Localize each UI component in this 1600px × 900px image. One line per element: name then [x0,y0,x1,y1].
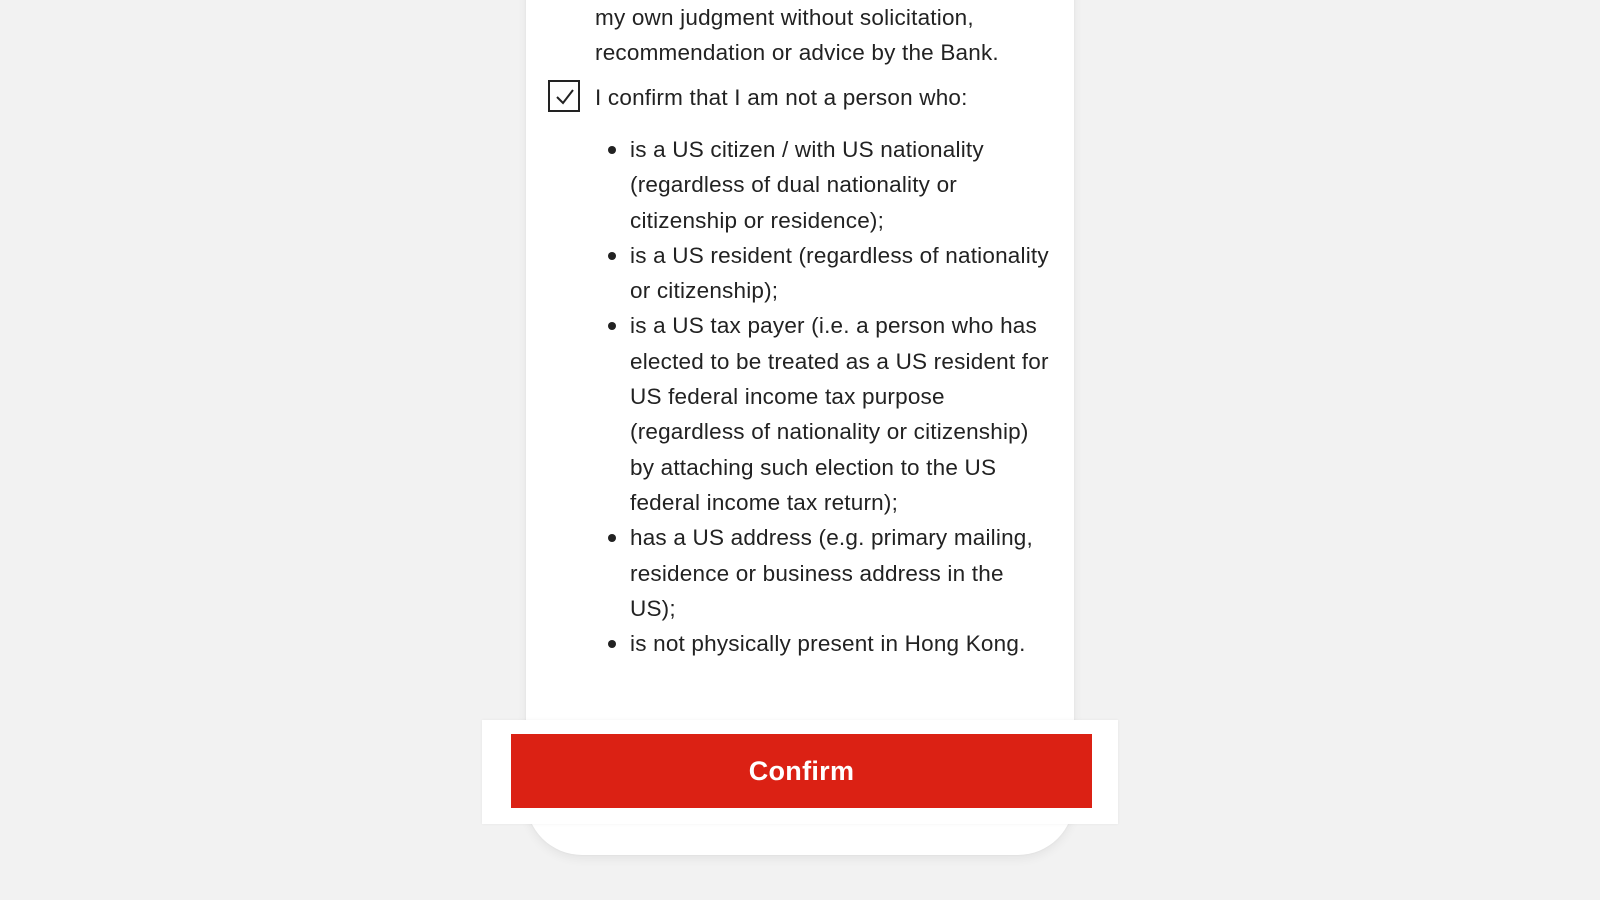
declaration-list [526,132,1074,661]
bullet-icon [608,640,616,648]
bullet-icon [608,534,616,542]
bullet-icon [608,322,616,330]
confirm-declaration-row[interactable] [548,80,1058,116]
list-item [526,626,1050,661]
confirm-button[interactable]: Confirm [511,734,1092,808]
list-item [526,238,1050,309]
list-item [526,308,1050,520]
list-item [526,520,1050,626]
bullet-icon [608,146,616,154]
confirm-label: I confirm that I am not a person who: [595,85,968,110]
list-item-text: is a US resident (regardless of nationality or citizenship); [630,242,1049,304]
checkmark-icon [555,87,575,107]
list-item-text: has a US address (e.g. primary mailing, residence or business address in the US); [630,525,1033,621]
confirm-button-panel [482,720,1118,824]
intro-text: my own judgment without solicitation, recommendation or advice by the Bank. [595,5,999,65]
list-item-text: is a US tax payer (i.e. a person who has elected to be treated as a US resident for US federal income tax purpose (regardless of nationality or citizenship) by attaching such election to the US federal income tax return); [630,313,1049,515]
confirm-checkbox[interactable] [548,80,580,112]
list-item-text: is not physically present in Hong Kong. [630,631,1026,657]
scroll-fade [526,670,1074,700]
list-item [526,132,1050,238]
bullet-icon [608,252,616,260]
list-item-text: is a US citizen / with US nationality (regardless of dual nationality or citizenship or residence); [630,137,984,233]
